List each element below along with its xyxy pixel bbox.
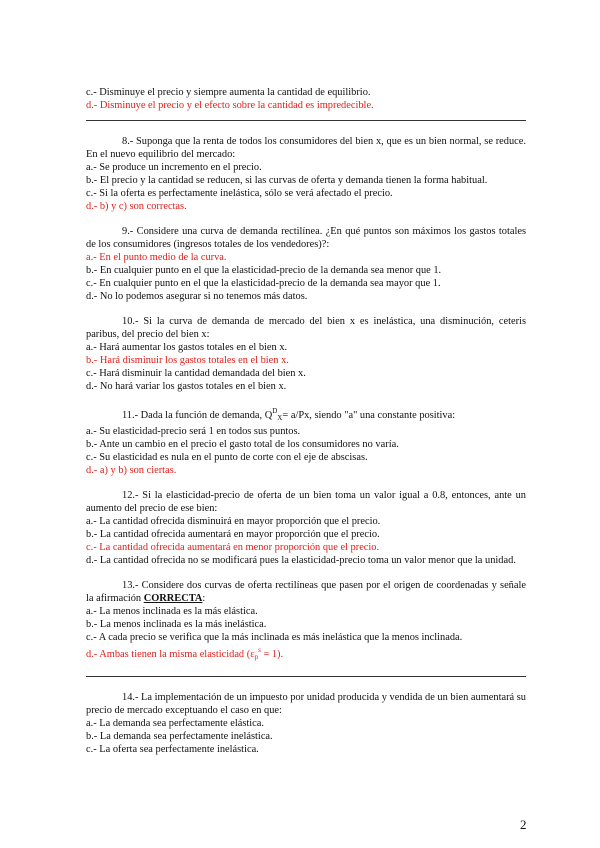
option-a: a.- La demanda sea perfectamente elástica. bbox=[86, 718, 264, 729]
option-b-answer: b.- Hará disminuir los gastos totales en el bien x. bbox=[86, 355, 289, 366]
option-b: b.- El precio y la cantidad se reducen, si las curvas de oferta y demanda tienen la forma habitual. bbox=[86, 175, 488, 186]
prev-option-c: c.- Disminuye el precio y siempre aumenta la cantidad de equilibrio. bbox=[86, 87, 371, 98]
option-c-answer: c.- La cantidad ofrecida aumentará en menor proporción que el precio. bbox=[86, 542, 380, 553]
divider bbox=[86, 676, 526, 677]
question-stem bbox=[86, 405, 526, 425]
option-d: d.- La cantidad ofrecida no se modificará pues la elasticidad-precio toma un valor menor que la unidad. bbox=[86, 555, 516, 566]
question-11 bbox=[86, 405, 526, 477]
divider bbox=[86, 120, 526, 121]
question-8 bbox=[86, 135, 526, 213]
question-stem: 8.- Suponga que la renta de todos los consumidores del bien x, que es un bien normal, se reduce. En el nuevo equilibrio del mercado: bbox=[86, 136, 526, 160]
option-c: c.- En cualquier punto en el que la elasticidad-precio de la demanda sea mayor que 1. bbox=[86, 278, 441, 289]
epsilon-symbol: ε bbox=[250, 649, 255, 660]
question-14 bbox=[86, 691, 526, 756]
subscript-p: p bbox=[254, 653, 259, 661]
option-a: a.- La cantidad ofrecida disminuirá en mayor proporción que el precio. bbox=[86, 516, 381, 527]
option-d: d.- No hará variar los gastos totales en el bien x. bbox=[86, 381, 287, 392]
option-c: c.- Hará disminuir la cantidad demandada del bien x. bbox=[86, 368, 306, 379]
option-b: b.- Ante un cambio en el precio el gasto total de los consumidores no varía. bbox=[86, 439, 399, 450]
option-b: b.- La menos inclinada es la más inelástica. bbox=[86, 619, 267, 630]
question-stem: 12.- Si la elasticidad-precio de oferta de un bien toma un valor igual a 0.8, entonces, ante un aumento del precio de ese bien: bbox=[86, 490, 526, 514]
stem-emphasis: CORRECTA bbox=[143, 593, 203, 604]
option-c: c.- Su elasticidad es nula en el punto de corte con el eje de abscisas. bbox=[86, 452, 368, 463]
answer-text-end: = 1). bbox=[260, 649, 284, 660]
document-page bbox=[86, 86, 526, 768]
option-d-answer: d.- b) y c) son correctas. bbox=[86, 201, 187, 212]
stem-text: 11.- Dada la función de demanda, Q bbox=[122, 410, 273, 421]
answer-text: d.- Ambas tienen la misma elasticidad ( bbox=[86, 649, 251, 660]
stem-text-end: : bbox=[202, 593, 206, 604]
superscript-s: s bbox=[258, 646, 261, 654]
stem-text: 13.- Considere dos curvas de oferta rectilíneas que pasen por el origen de coordenadas y señale la afirmación bbox=[86, 580, 526, 604]
option-a: a.- La menos inclinada es la más elástica. bbox=[86, 606, 258, 617]
option-b: b.- La cantidad ofrecida aumentará en mayor proporción que el precio. bbox=[86, 529, 380, 540]
option-a: a.- Hará aumentar los gastos totales en el bien x. bbox=[86, 342, 288, 353]
question-stem: 9.- Considere una curva de demanda rectilínea. ¿En qué puntos son máximos los gastos totales de los consumidores (ingresos totales de los vendedores)?: bbox=[86, 226, 526, 250]
option-a: a.- Su elasticidad-precio será 1 en todos sus puntos. bbox=[86, 426, 301, 437]
option-d-answer: d.- a) y b) son ciertas. bbox=[86, 465, 177, 476]
option-c: c.- La oferta sea perfectamente inelástica. bbox=[86, 744, 259, 755]
question-13 bbox=[86, 579, 526, 664]
superscript-d: D bbox=[272, 407, 278, 415]
option-c: c.- Si la oferta es perfectamente inelástica, sólo se verá afectado el precio. bbox=[86, 188, 393, 199]
option-a: a.- Se produce un incremento en el precio. bbox=[86, 162, 262, 173]
option-c: c.- A cada precio se verifica que la más inclinada es más inelástica que la menos inclinada. bbox=[86, 632, 463, 643]
option-b: b.- En cualquier punto en el que la elasticidad-precio de la demanda sea menor que 1. bbox=[86, 265, 442, 276]
option-a-answer: a.- En el punto medio de la curva. bbox=[86, 252, 227, 263]
option-d: d.- No lo podemos asegurar si no tenemos más datos. bbox=[86, 291, 308, 302]
question-stem: 14.- La implementación de un impuesto por unidad producida y vendida de un bien aumentará su precio de mercado exceptuando el caso en que: bbox=[86, 692, 526, 716]
subscript-x: X bbox=[277, 414, 283, 422]
question-9 bbox=[86, 225, 526, 303]
question-stem: 10.- Si la curva de demanda de mercado del bien x es inelástica, una disminución, ceteris paribus, del precio del bien x: bbox=[86, 316, 526, 340]
page-number: 2 bbox=[520, 817, 527, 832]
option-b: b.- La demanda sea perfectamente inelástica. bbox=[86, 731, 273, 742]
option-d-answer bbox=[86, 644, 526, 664]
question-10 bbox=[86, 315, 526, 393]
stem-text-end: = a/Px, siendo "a" una constante positiva: bbox=[282, 410, 456, 421]
prev-option-d: d.- Disminuye el precio y el efecto sobre la cantidad es impredecible. bbox=[86, 100, 374, 111]
question-stem bbox=[86, 579, 526, 605]
question-12 bbox=[86, 489, 526, 567]
